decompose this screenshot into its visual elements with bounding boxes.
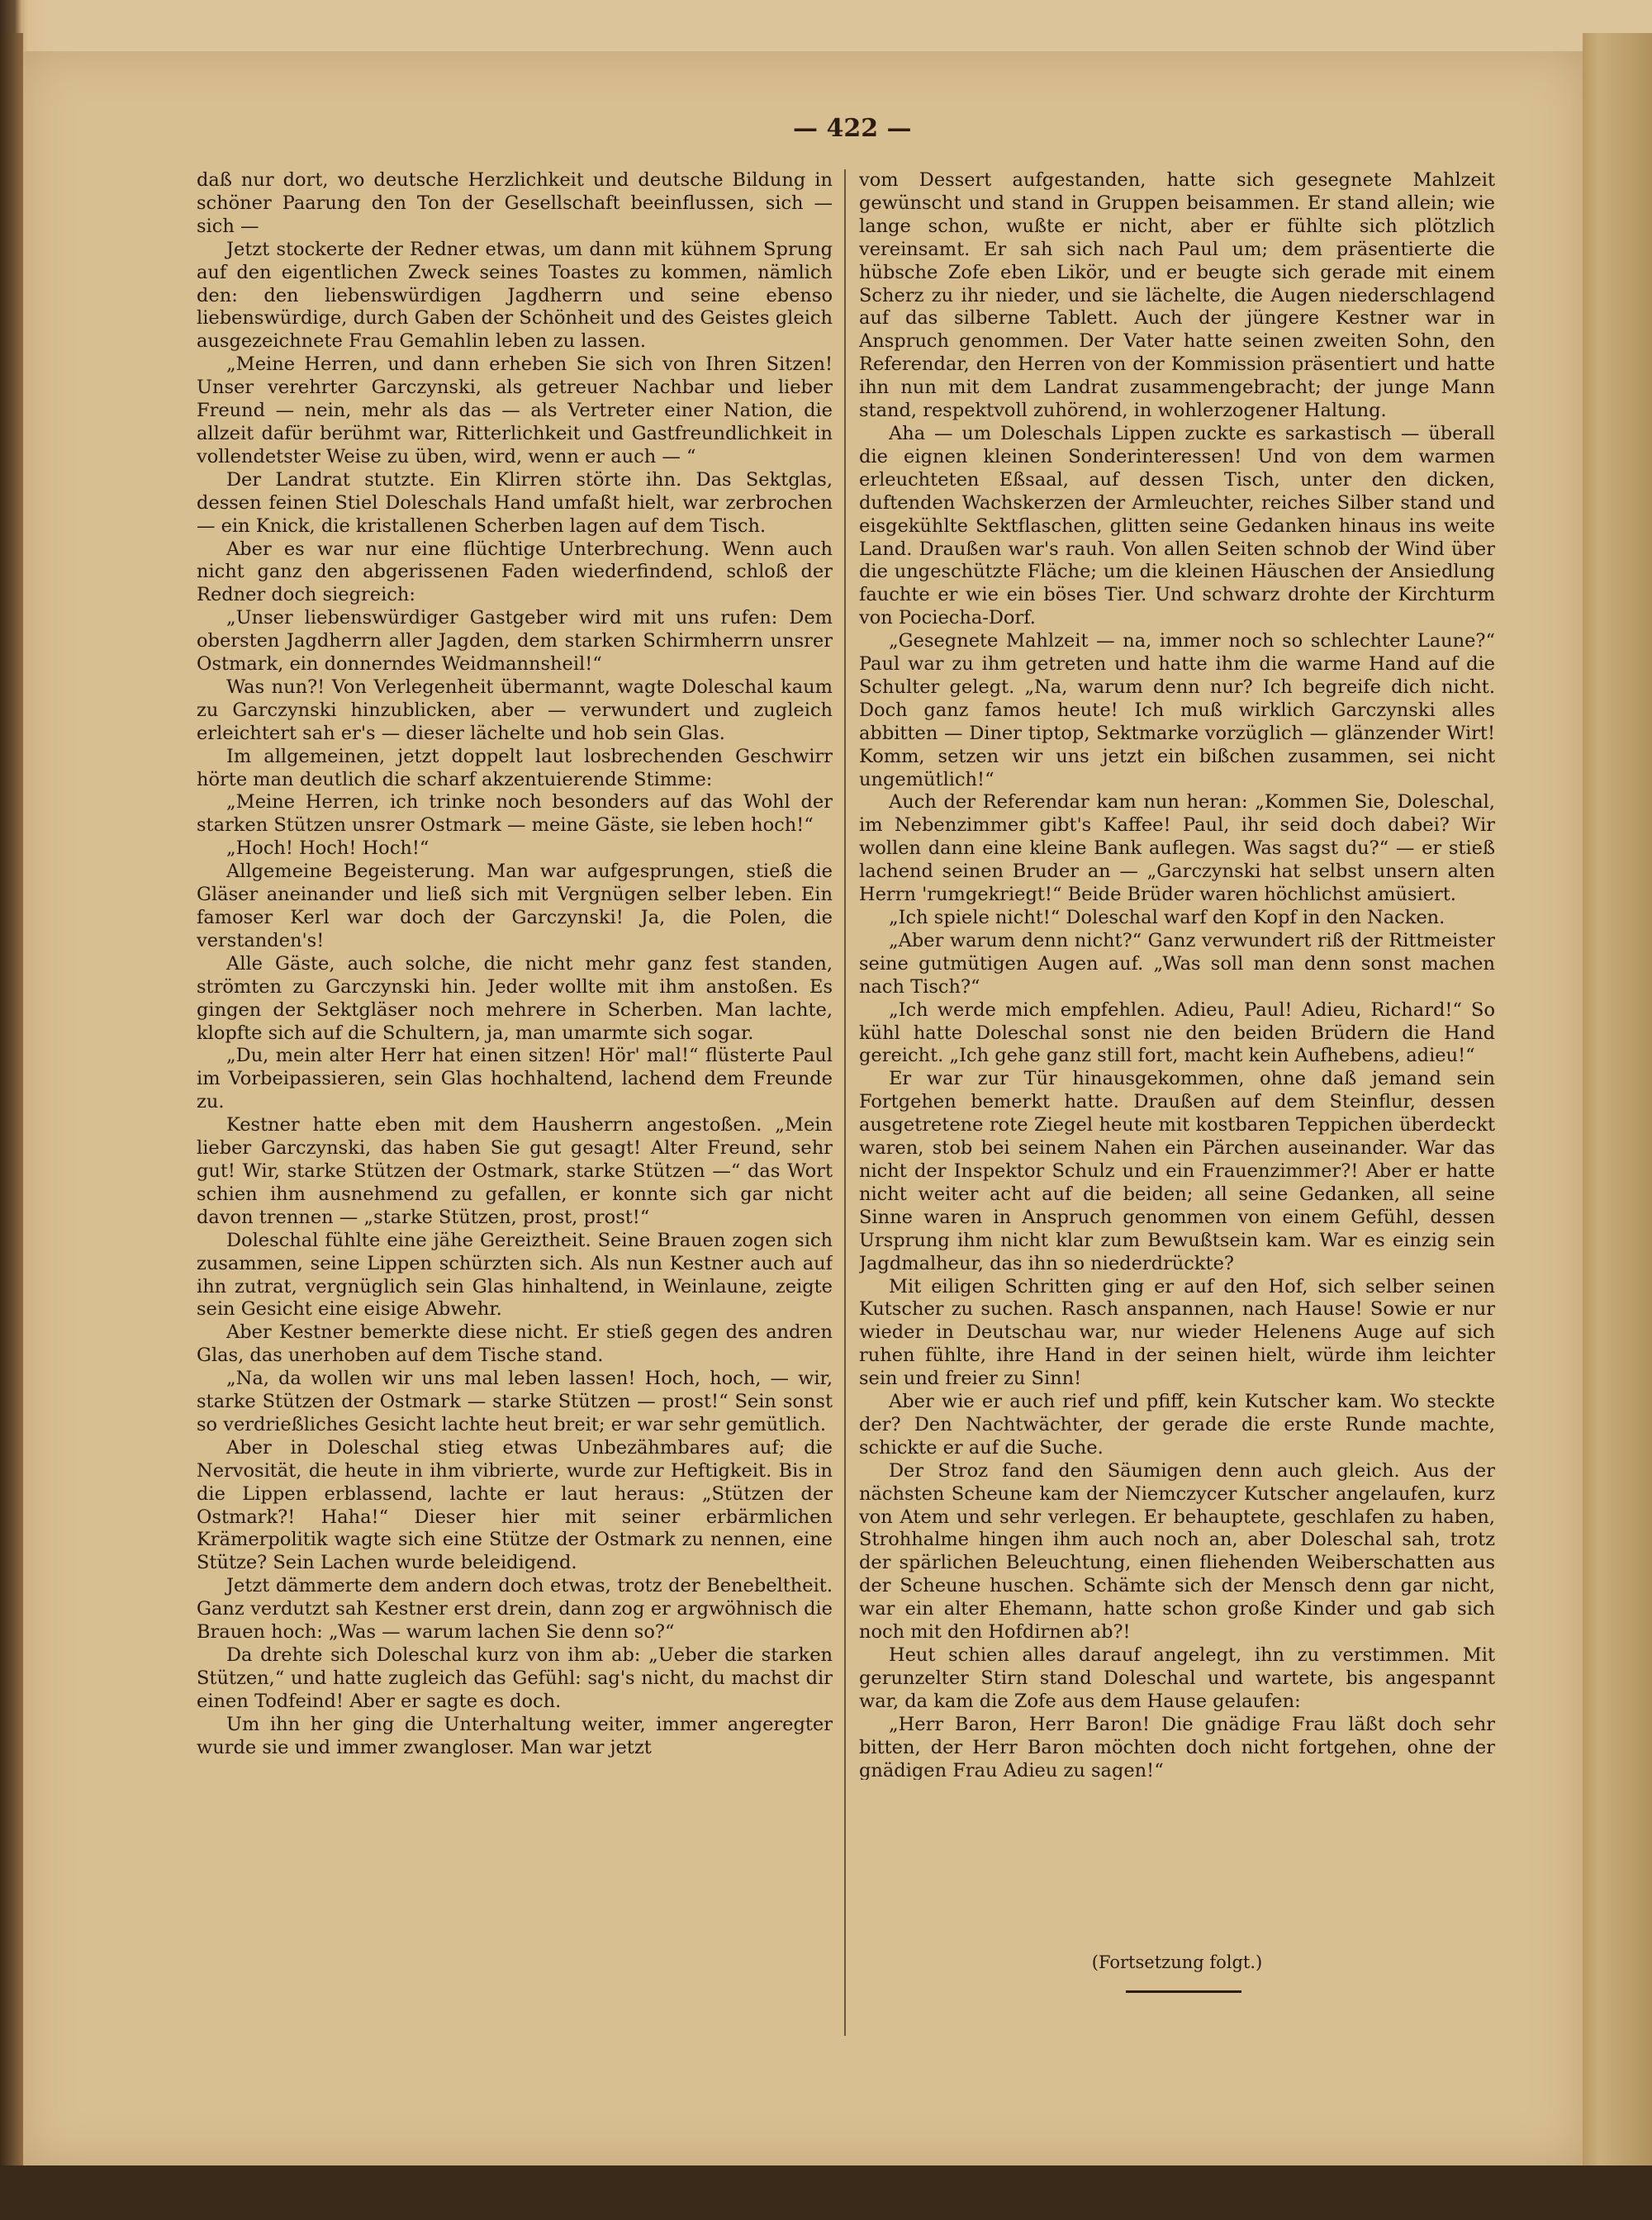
paragraph: Doleschal fühlte eine jähe Gereiztheit. Seine Brauen zogen sich zusammen, seine Lippen schürzten sich. Als nun Kestner auch auf ihn zutrat, vergnüglich sein Glas hinhaltend, in Weinlaune, zeigte sein Gesicht eine eisige Abwehr. (197, 1229, 833, 1321)
paragraph: Aber wie er auch rief und pfiff, kein Kutscher kam. Wo steckte der? Den Nachtwächter, der gerade die erste Runde machte, schickte er auf die Suche. (859, 1391, 1495, 1459)
paragraph: „Du, mein alter Herr hat einen sitzen! Hör' mal!“ flüsterte Paul im Vorbeipassieren, sein Glas hochhaltend, lachend dem Freunde zu. (197, 1045, 833, 1113)
paragraph: „Hoch! Hoch! Hoch!“ (226, 837, 430, 860)
paragraph: Jetzt dämmerte dem andern doch etwas, trotz der Benebeltheit. Ganz verdutzt sah Kestner erst drein, dann zog er argwöhnisch die Brauen hoch: „Was — warum lachen Sie denn so?“ (197, 1575, 833, 1644)
end-rule (1126, 1990, 1241, 1993)
paragraph: Aber es war nur eine flüchtige Unterbrechung. Wenn auch nicht ganz den abgerissenen Faden wiederfindend, schloß der Redner doch siegreich: (197, 538, 833, 606)
paragraph: Jetzt stockerte der Redner etwas, um dann mit kühnem Sprung auf den eigentlichen Zweck seines Toastes zu kommen, nämlich den: den liebenswürdigen Jagdherrn und seine ebenso liebenswürdige, durch Gaben der Schönheit und des Geistes gleich ausgezeichnete Frau Gemahlin leben zu lassen. (197, 238, 833, 353)
paragraph: „Meine Herren, und dann erheben Sie sich von Ihren Sitzen! Unser verehrter Garczynski, als getreuer Nachbar und lieber Freund — nein, mehr als das — als Vertreter einer Nation, die allzeit dafür berühmt war, Ritterlichkeit und Gastfreundlichkeit in vollendetster Weise zu üben, wird, wenn er auch — “ (197, 353, 833, 467)
paragraph: Auch der Referendar kam nun heran: „Kommen Sie, Doleschal, im Nebenzimmer gibt's Kaffee! Paul, ihr seid doch dabei? Wir wollen dann eine kleine Bank auflegen. Was sagst du?“ — er stieß lachend seinen Bruder an — „Garczynski hat selbst unsern alten Herrn 'rumgekriegt!“ Beide Brüder waren höchlichst amüsiert. (859, 791, 1495, 906)
left-column (197, 169, 833, 2037)
paragraph: Was nun?! Von Verlegenheit übermannt, wagte Doleschal kaum zu Garczynski hinzublicken, aber — verwundert und zugleich erleichtert sah er's — dieser lächelte und hob sein Glas. (197, 676, 833, 744)
paragraph: Er war zur Tür hinausgekommen, ohne daß jemand sein Fortgehen bemerkt hatte. Draußen auf dem Steinflur, dessen ausgetretene rote Ziegel heute mit kostbaren Teppichen überdeckt waren, stob bei seinem Nahen ein Pärchen auseinander. War das nicht der Inspektor Schulz und ein Frauenzimmer?! Aber er hatte nicht weiter acht auf die beiden; all seine Gedanken, all seine Sinne waren in Anspruch genommen von einem Gefühl, dessen Ursprung ihm nicht klar zum Bewußtsein kam. War es einzig sein Jagdmalheur, das ihn so niederdrückte? (859, 1068, 1495, 1274)
column-divider (844, 169, 846, 2036)
paragraph: Im allgemeinen, jetzt doppelt laut losbrechenden Geschwirr hörte man deutlich die scharf akzentuierende Stimme: (197, 745, 833, 790)
paragraph: „Meine Herren, ich trinke noch besonders auf das Wohl der starken Stützen unsrer Ostmark — meine Gäste, sie leben hoch!“ (197, 791, 833, 837)
continuation-note: (Fortsetzung folgt.) (1091, 1952, 1263, 1972)
paragraph: „Unser liebenswürdiger Gastgeber wird mit uns rufen: Dem obersten Jagdherrn aller Jagden, dem starken Schirmherrn unsrer Ostmark, ein donnerndes Weidmannsheil!“ (197, 607, 833, 676)
paragraph: „Ich werde mich empfehlen. Adieu, Paul! Adieu, Richard!“ So kühl hatte Doleschal sonst nie den beiden Brüdern die Hand gereicht. „Ich gehe ganz still fort, macht kein Aufhebens, adieu!“ (859, 999, 1495, 1067)
paragraph: Allgemeine Begeisterung. Man war aufgesprungen, stieß die Gläser aneinander und ließ sich mit Vergnügen selber leben. Ein famoser Kerl war doch der Garczynski! Ja, die Polen, die verstanden's! (197, 861, 833, 951)
paragraph: „Na, da wollen wir uns mal leben lassen! Hoch, hoch, — wir, starke Stützen der Ostmark — starke Stützen — prost!“ Sein sonst so verdrießliches Gesicht lachte heut breit; er war sehr gemütlich. (197, 1368, 833, 1435)
paragraph: vom Dessert aufgestanden, hatte sich gesegnete Mahlzeit gewünscht und stand in Gruppen beisammen. Er stand allein; wie lange schon, wußte er nicht, aber er fühlte sich plötzlich vereinsamt. Er sah sich nach Paul um; dem präsentierte die hübsche Zofe eben Likör, und er beugte sich gerade mit einem Scherz zu ihr nieder, und sie lächelte, die Augen niederschlagend auf das silberne Tablett. Auch der jüngere Kestner war in Anspruch genommen. Der Vater hatte seinen zweiten Sohn, den Referendar, den Herren von der Kommission präsentiert und hatte ihn nun mit dem Landrat zusammengebracht; der junge Mann stand, respektvoll zuhörend, in wohlerzogener Haltung. (859, 169, 1495, 422)
paragraph: Heut schien alles darauf angelegt, ihn zu verstimmen. Mit gerunzelter Stirn stand Doleschal und wartete, bis angespannt war, da kam die Zofe aus dem Hause gelaufen: (859, 1644, 1495, 1712)
paragraph: Alle Gäste, auch solche, die nicht mehr ganz fest standen, strömten zu Garczynski hin. Jeder wollte mit ihm anstoßen. Es gingen der Sektgläser noch mehrere in Scherben. Man lachte, klopfte sich auf die Schultern, ja, man umarmte sich sogar. (197, 952, 833, 1044)
paragraph: „Gesegnete Mahlzeit — na, immer noch so schlechter Laune?“ Paul war zu ihm getreten und hatte ihm die warme Hand auf die Schulter gelegt. „Na, warum denn nur? Ich begreife dich nicht. Doch ganz famos heute! Ich muß wirklich Garczynski alles abbitten — Diner tiptop, Sektmarke vorzüglich — glänzender Wirt! Komm, setzen wir uns jetzt ein bißchen zusammen, sei nicht ungemütlich!“ (859, 630, 1495, 790)
page-number: — 422 — (793, 114, 912, 143)
paragraph: Aber in Doleschal stieg etwas Unbezähmbares auf; die Nervosität, die heute in ihm vibrierte, wurde zur Heftigkeit. Bis in die Lippen erblassend, lachte er laut heraus: „Stützen der Ostmark?! Haha!“ Dieser hier mit seiner erbärmlichen Krämerpolitik wagte sich eine Stütze der Ostmark zu nennen, eine Stütze? Sein Lachen wurde beleidigend. (197, 1436, 833, 1574)
paragraph: Da drehte sich Doleschal kurz von ihm ab: „Ueber die starken Stützen,“ und hatte zugleich das Gefühl: sag's nicht, du machst dir einen Todfeind! Aber er sagte es doch. (197, 1644, 833, 1712)
paragraph: Kestner hatte eben mit dem Hausherrn angestoßen. „Mein lieber Garczynski, das haben Sie gut gesagt! Alter Freund, sehr gut! Wir, starke Stützen der Ostmark, starke Stützen —“ das Wort schien ihm ausnehmend zu gefallen, er konnte sich gar nicht davon trennen — „starke Stützen, prost, prost!“ (197, 1114, 833, 1228)
paragraph: Aber Kestner bemerkte diese nicht. Er stieß gegen des andren Glas, das unerhoben auf dem Tische stand. (197, 1321, 833, 1367)
scan-bottom-edge (0, 2165, 1652, 2220)
facing-page-edge (1583, 33, 1652, 2220)
paragraph: Der Stroz fand den Säumigen denn auch gleich. Aus der nächsten Scheune kam der Niemczycer Kutscher angelaufen, kurz von Atem und sehr verlegen. Er behauptete, geschlafen zu haben, Strohhalme hingen ihm auch noch an, aber Doleschal sah, trotz der spärlichen Beleuchtung, einen fliehenden Weiberschatten aus der Scheune huschen. Schämte sich der Mensch denn gar nicht, war ein alter Ehemann, hatte schon große Kinder und gab sich noch mit den Hofdirnen ab?! (859, 1459, 1495, 1644)
paragraph: Mit eiligen Schritten ging er auf den Hof, sich selber seinen Kutscher zu suchen. Rasch anspannen, nach Hause! Sowie er nur wieder in Deutschau war, nur wieder Helenens Auge auf sich ruhen fühlte, ihre Hand in der seinen hielt, würde ihm leichter sein und freier zu Sinn! (859, 1275, 1495, 1390)
paragraph: Der Landrat stutzte. Ein Klirren störte ihn. Das Sektglas, dessen feinen Stiel Doleschals Hand umfaßt hielt, war zerbrochen — ein Knick, die kristallenen Scherben lagen auf dem Tisch. (197, 468, 833, 537)
right-column (859, 169, 1495, 1780)
paragraph: „Aber warum denn nicht?“ Ganz verwundert riß der Rittmeister seine gutmütigen Augen auf. „Was soll man denn sonst machen nach Tisch?“ (859, 929, 1495, 998)
paragraph: Aha — um Doleschals Lippen zuckte es sarkastisch — überall die eignen kleinen Sonderinteressen! Und von dem warmen erleuchteten Eßsaal, auf dessen Tisch, unter den dicken, duftenden Wachskerzen der Armleuchter, reiches Silber stand und eisgekühlte Sektflaschen, glitten seine Gedanken hinaus ins weite Land. Draußen war's rauh. Von allen Seiten schnob der Wind über die ungeschützte Fläche; um die kleinen Häuschen der Ansiedlung fauchte er wie ein böses Tier. Und schwarz drohte der Kirchturm von Pociecha-Dorf. (859, 422, 1495, 629)
binding-edge (0, 33, 23, 2165)
paragraph: daß nur dort, wo deutsche Herzlichkeit und deutsche Bildung in schöner Paarung den Ton der Gesellschaft beeinflussen, sich — sich — (197, 169, 833, 237)
paragraph: „Herr Baron, Herr Baron! Die gnädige Frau läßt doch sehr bitten, der Herr Baron möchten doch nicht fortgehen, ohne der gnädigen Frau Adieu zu sagen!“ (859, 1713, 1495, 1780)
paragraph: Um ihn her ging die Unterhaltung weiter, immer angeregter wurde sie und immer zwangloser. Man war jetzt (197, 1713, 833, 1758)
paragraph: „Ich spiele nicht!“ Doleschal warf den Kopf in den Nacken. (889, 907, 1446, 928)
